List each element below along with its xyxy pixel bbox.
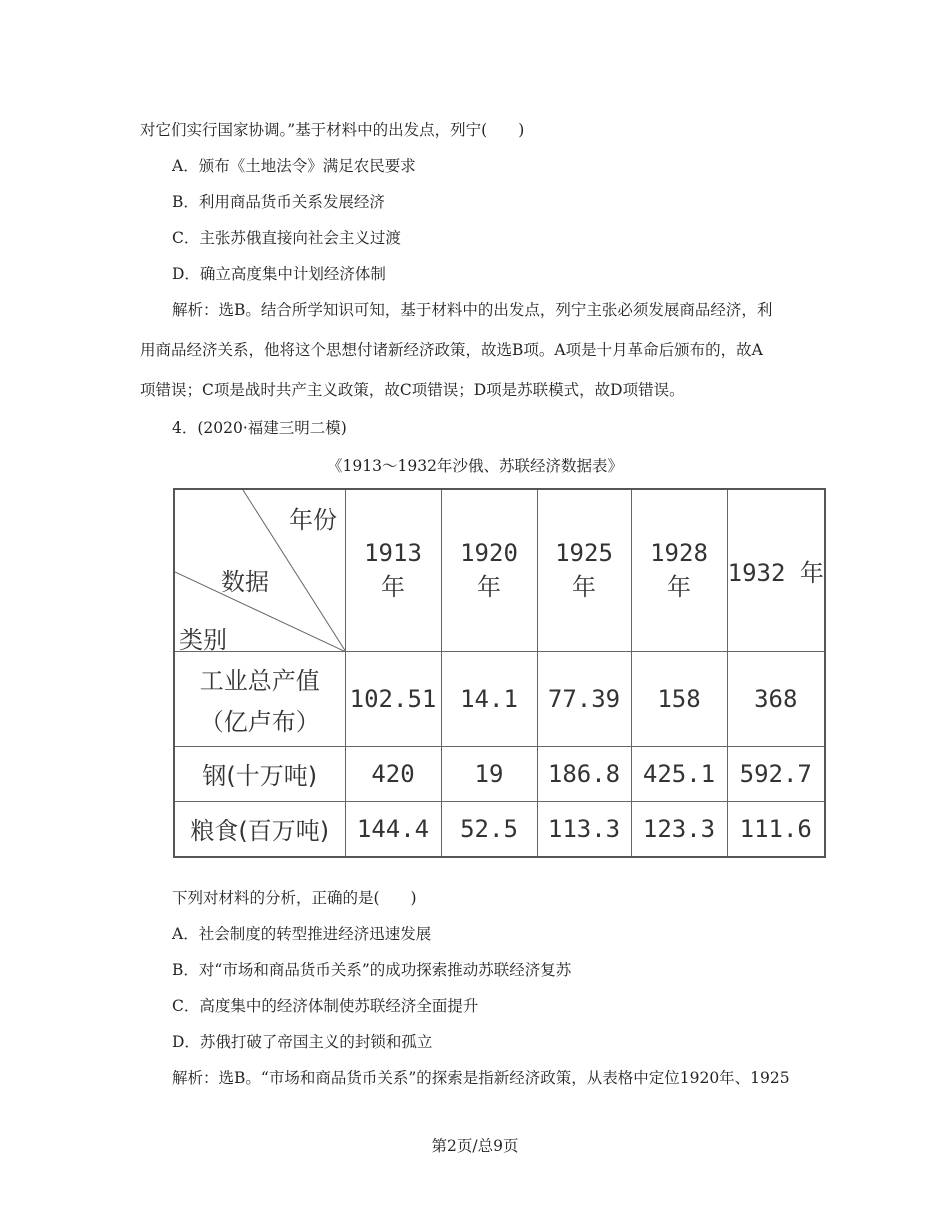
table-cell: 14.1 <box>441 651 537 746</box>
table-cell: 52.5 <box>441 801 537 857</box>
corner-label-year: 年份 <box>289 506 337 534</box>
row-label-industrial-output <box>174 651 345 746</box>
table-cell: 425.1 <box>631 746 727 801</box>
row-label-steel: 钢(十万吨) <box>174 746 345 801</box>
corner-label-data: 数据 <box>221 568 269 596</box>
table-cell: 420 <box>345 746 441 801</box>
analysis-line: 用商品经济关系，他将这个思想付诸新经济政策，故选B项。A项是十月革命后颁布的，故A <box>140 341 763 359</box>
table-cell: 123.3 <box>631 801 727 857</box>
table-title: 《1913～1932年沙俄、苏联经济数据表》 <box>327 457 623 475</box>
economic-data-table <box>173 488 826 858</box>
option-a: A．社会制度的转型推进经济迅速发展 <box>172 925 432 943</box>
table-cell: 186.8 <box>537 746 631 801</box>
year-header: 1925 年 <box>537 489 631 651</box>
option-b: B．利用商品货币关系发展经济 <box>172 193 385 211</box>
analysis-line: 解析：选B。“市场和商品货币关系”的探索是指新经济政策，从表格中定位1920年、1925 <box>172 1069 790 1087</box>
table-corner-cell <box>174 489 345 654</box>
option-d: D．确立高度集中计划经济体制 <box>172 265 386 283</box>
year-header: 1920 年 <box>441 489 537 651</box>
year-header: 1928 年 <box>631 489 727 651</box>
table-cell: 144.4 <box>345 801 441 857</box>
table-cell: 158 <box>631 651 727 746</box>
row-label-line: （亿卢布） <box>199 707 320 736</box>
question-text-line: 下列对材料的分析，正确的是( ) <box>172 889 417 907</box>
year-header: 1932 年 <box>727 489 825 651</box>
analysis-line: 解析：选B。结合所学知识可知，基于材料中的出发点，列宁主张必须发展商品经济，利 <box>172 301 773 319</box>
option-c: C．主张苏俄直接向社会主义过渡 <box>172 229 401 247</box>
option-d: D．苏俄打破了帝国主义的封锁和孤立 <box>172 1033 433 1051</box>
row-label-line: 工业总产值 <box>199 666 320 695</box>
table-cell: 113.3 <box>537 801 631 857</box>
table-cell: 77.39 <box>537 651 631 746</box>
option-b: B．对“市场和商品货币关系”的成功探索推动苏联经济复苏 <box>172 961 572 979</box>
option-c: C．高度集中的经济体制使苏联经济全面提升 <box>172 997 479 1015</box>
table-cell: 592.7 <box>727 746 825 801</box>
table-cell: 368 <box>727 651 825 746</box>
corner-label-category: 类别 <box>179 626 227 654</box>
option-a: A．颁布《土地法令》满足农民要求 <box>172 157 416 175</box>
question-number: 4．(2020·福建三明二模) <box>172 419 347 437</box>
page-footer: 第2页/总9页 <box>431 1137 519 1155</box>
question-text-line: 对它们实行国家协调。”基于材料中的出发点，列宁( ) <box>140 121 525 139</box>
table-cell: 111.6 <box>727 801 825 857</box>
table-cell: 102.51 <box>345 651 441 746</box>
row-label-grain: 粮食(百万吨) <box>174 801 345 857</box>
table-cell: 19 <box>441 746 537 801</box>
year-header: 1913 年 <box>345 489 441 651</box>
analysis-line: 项错误；C项是战时共产主义政策，故C项错误；D项是苏联模式，故D项错误。 <box>140 381 685 399</box>
